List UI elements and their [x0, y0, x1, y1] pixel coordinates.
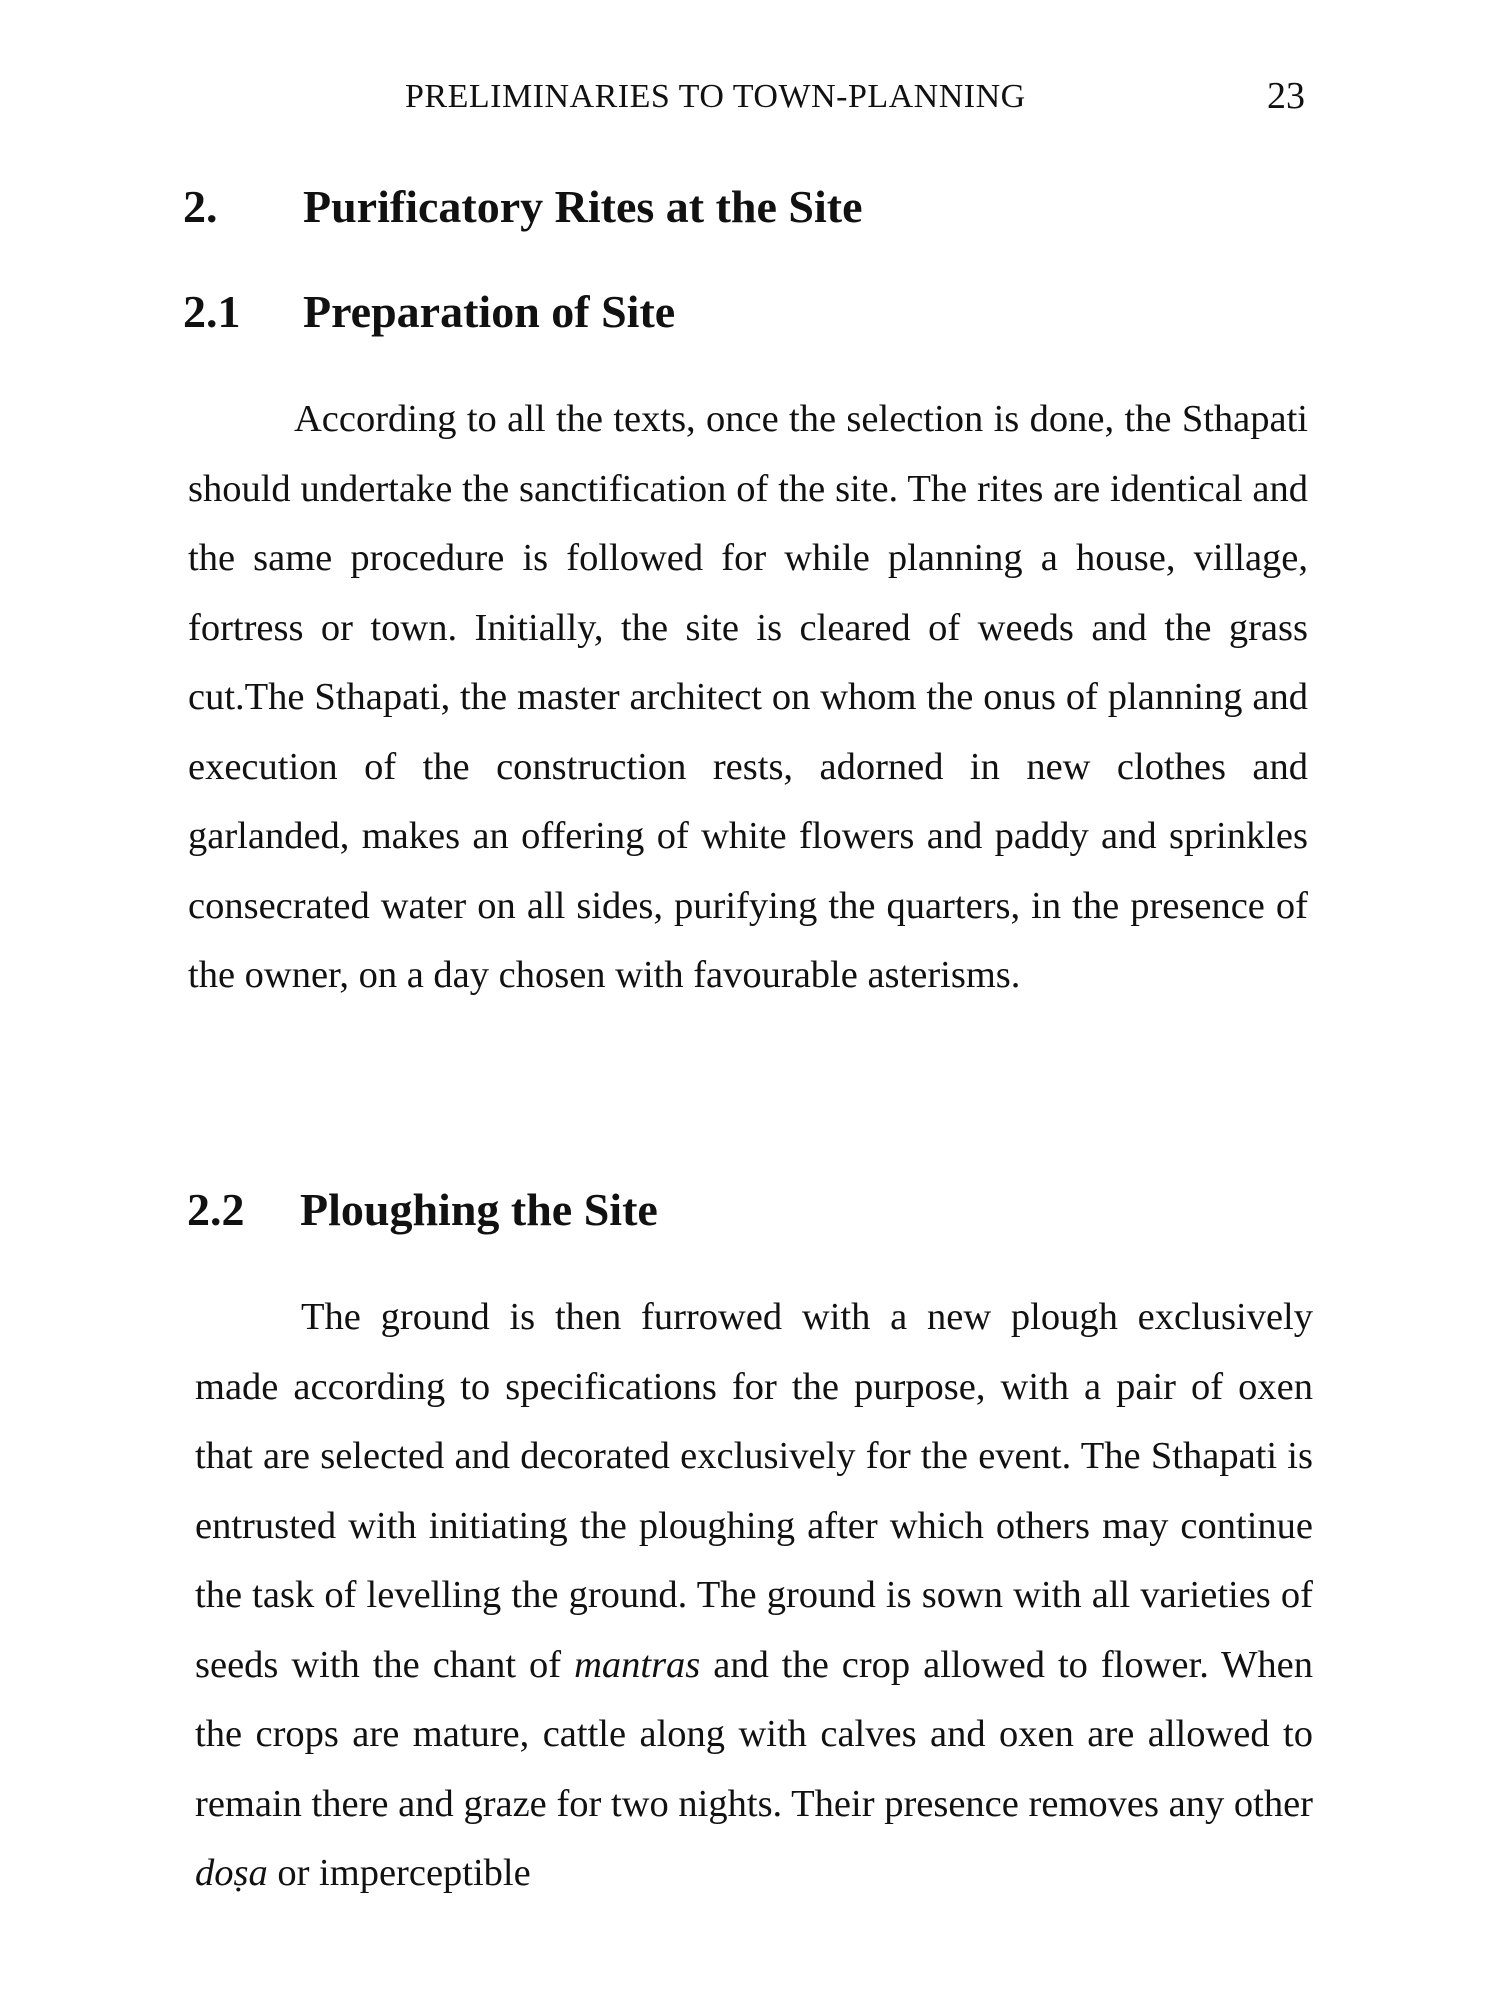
section-number: 2.1 — [183, 286, 241, 337]
paragraph-preparation-of-site — [188, 385, 1308, 1011]
paragraph-text-part: and the crop allowed to flower. When the crops are mature, cattle along with calves and oxen are allowed to remain there and graze for two nights. Their presence removes any other — [195, 1643, 1314, 1825]
section-title: Preparation of Site — [303, 286, 676, 337]
running-head — [190, 75, 1305, 128]
italic-term: doṣa — [195, 1852, 268, 1894]
paragraph-text — [195, 1283, 1313, 1909]
paragraph-text-part: The ground is then furrowed with a new plough exclusively made according to specifications for the purpose, with a pair of oxen that are selected and decorated exclusively for the event. The Sthapati is entrusted with initiating the ploughing after which others may continue the task of levelling the ground. The ground is sown with all varieties of seeds with the chant of — [195, 1296, 1313, 1686]
section-title: Purificatory Rites at the Site — [303, 181, 863, 232]
paragraph-ploughing-the-site — [195, 1283, 1313, 1909]
paragraph-text-part: or imperceptible — [277, 1852, 531, 1894]
section-number: 2.2 — [187, 1184, 245, 1235]
paragraph-text: According to all the texts, once the selection is done, the Sthapati should undertake the sanctification of the site. The rites are identical and the same procedure is followed for while planning a house, village, fortress or town. Initially, the site is cleared of weeds and the grass cut.The Sthapati, the master architect on whom the onus of planning and execution of the construction rests, adorned in new clothes and garlanded, makes an offering of white flowers and paddy and sprinkles consecrated water on all sides, purifying the quarters, in the presence of the owner, on a day chosen with favourable asterisms. — [188, 398, 1308, 996]
section-number: 2. — [183, 181, 218, 232]
italic-term: mantras — [574, 1643, 701, 1686]
section-title: Ploughing the Site — [300, 1184, 658, 1235]
running-title: PRELIMINARIES TO TOWN-PLANNING — [405, 78, 1026, 115]
page-number: 23 — [1267, 75, 1305, 117]
